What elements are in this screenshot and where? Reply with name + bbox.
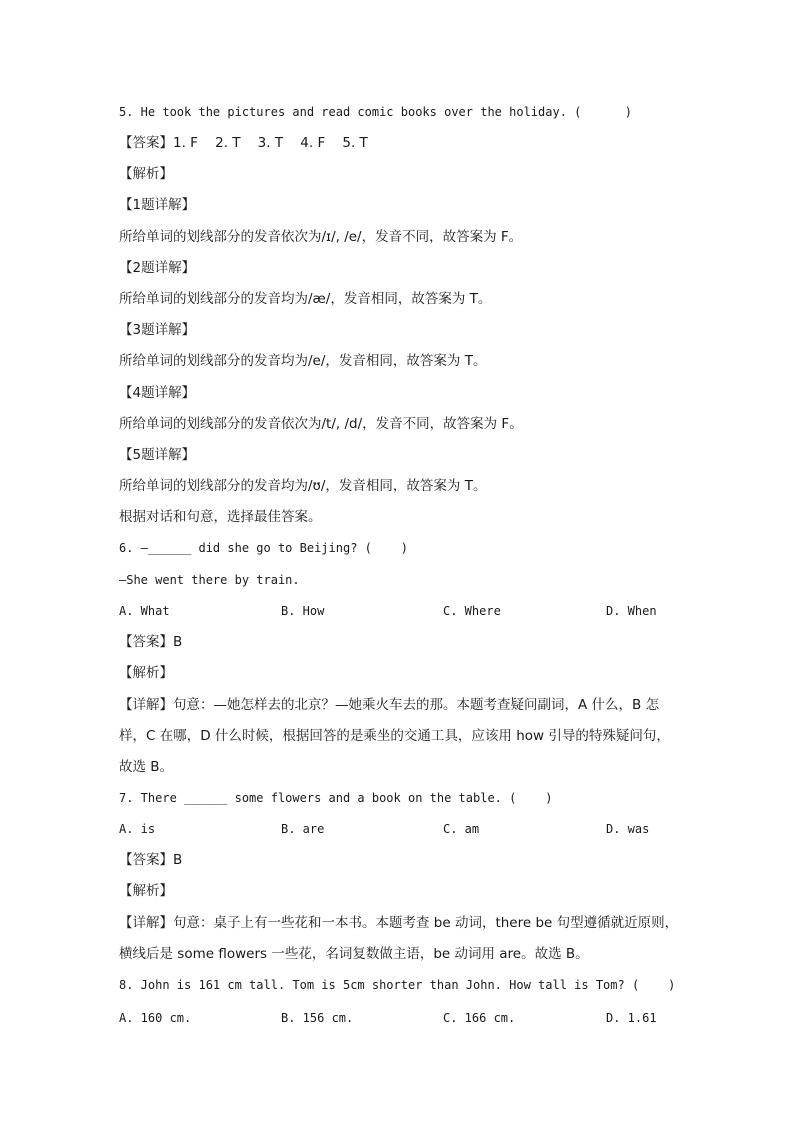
option-8c: C. 166 cm. xyxy=(443,1011,516,1025)
question-5: 5. He took the pictures and read comic books over the holiday. ( ) xyxy=(119,105,632,119)
analysis-7-heading: 【解析】 xyxy=(119,883,173,899)
detail-heading-2: 【2题详解】 xyxy=(119,260,196,276)
detail-6-line-1: 【详解】句意：—她怎样去的北京？—她乘火车去的那。本题考查疑问副词，A 什么，B 怎 xyxy=(119,697,660,713)
option-8a: A. 160 cm. xyxy=(119,1011,192,1025)
detail-text-4: 所给单词的划线部分的发音依次为/t/, /d/，发音不同，故答案为 F。 xyxy=(119,416,523,432)
detail-6-line-3: 故选 B。 xyxy=(119,759,174,775)
detail-heading-1: 【1题详解】 xyxy=(119,197,196,213)
detail-heading-3: 【3题详解】 xyxy=(119,322,196,338)
analysis-heading: 【解析】 xyxy=(119,166,173,182)
answer-7: 【答案】B xyxy=(119,852,183,868)
question-8: 8. John is 161 cm tall. Tom is 5cm shorter than John. How tall is Tom? ( ) xyxy=(119,978,676,992)
detail-heading-5: 【5题详解】 xyxy=(119,447,196,463)
option-7d: D. was xyxy=(606,822,650,836)
detail-text-1: 所给单词的划线部分的发音依次为/ɪ/, /e/，发音不同，故答案为 F。 xyxy=(119,229,523,245)
answer-1-5: 【答案】1. F 2. T 3. T 4. F 5. T xyxy=(119,135,368,151)
option-6b: B. How xyxy=(281,604,325,618)
answer-6: 【答案】B xyxy=(119,634,183,650)
option-7a: A. is xyxy=(119,822,156,836)
option-6a: A. What xyxy=(119,604,170,618)
question-6: 6. —______ did she go to Beijing? ( ) xyxy=(119,541,408,555)
detail-text-2: 所给单词的划线部分的发音均为/æ/，发音相同，故答案为 T。 xyxy=(119,291,492,307)
question-6-reply: —She went there by train. xyxy=(119,573,300,587)
option-6c: C. Where xyxy=(443,604,501,618)
detail-7-line-1: 【详解】句意：桌子上有一些花和一本书。本题考查 be 动词，there be 句型遵循就近原则， xyxy=(119,915,679,931)
detail-text-3: 所给单词的划线部分的发音均为/e/，发音相同，故答案为 T。 xyxy=(119,353,487,369)
section-instruction: 根据对话和句意，选择最佳答案。 xyxy=(119,509,322,525)
detail-7-line-2: 横线后是 some flowers 一些花，名词复数做主语，be 动词用 are。故选 B。 xyxy=(119,946,589,962)
option-8b: B. 156 cm. xyxy=(281,1011,354,1025)
analysis-6-heading: 【解析】 xyxy=(119,665,173,681)
option-8d: D. 1.61 xyxy=(606,1011,657,1025)
detail-6-line-2: 样，C 在哪，D 什么时候，根据回答的是乘坐的交通工具，应该用 how 引导的特殊疑问句， xyxy=(119,728,670,744)
detail-text-5: 所给单词的划线部分的发音均为/ʊ/，发音相同，故答案为 T。 xyxy=(119,478,487,494)
option-7b: B. are xyxy=(281,822,325,836)
option-6d: D. When xyxy=(606,604,657,618)
question-7: 7. There ______ some flowers and a book on the table. ( ) xyxy=(119,791,553,805)
option-7c: C. am xyxy=(443,822,480,836)
detail-heading-4: 【4题详解】 xyxy=(119,385,196,401)
